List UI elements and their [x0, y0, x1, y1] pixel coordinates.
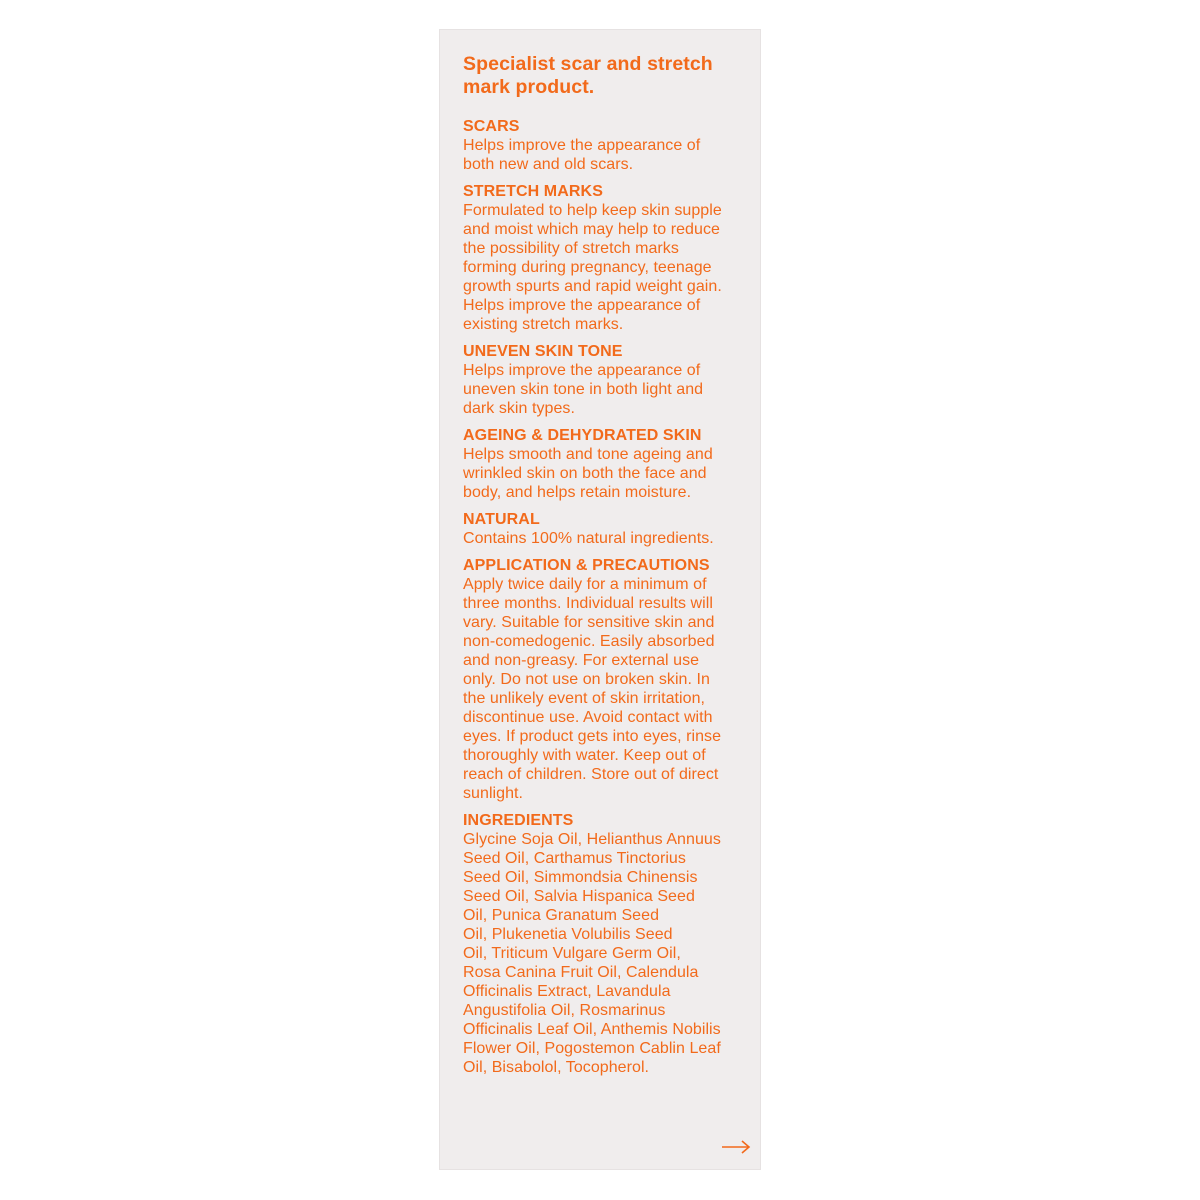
section-title: NATURAL [463, 511, 540, 528]
section-body: Formulated to help keep skin supple and moist which may help to reduce the possibility of stretch marks forming during pregnancy, teenage growth spurts and rapid weight gain. Helps improve the appearance of existing stretch marks. [463, 202, 722, 333]
section-body: Glycine Soja Oil, Helianthus Annuus Seed Oil, Carthamus Tinctorius Seed Oil, Simmondsia Chinensis Seed Oil, Salvia Hispanica Seed Oil, Punica Granatum Seed Oil, Plukenetia Volubilis Seed Oil, Triticum Vulgare Germ Oil, Rosa Canina Fruit Oil, Calendula Officinalis Extract, Lavandula Angustifolia Oil, Rosmarinus Officinalis Leaf Oil, Anthemis Nobilis Flower Oil, Pogostemon Cablin Leaf Oil, Bisabolol, Tocopherol. [463, 831, 721, 1076]
section-title: UNEVEN SKIN TONE [463, 343, 623, 360]
section-uneven-skin-tone [463, 342, 753, 418]
arrow-right-icon [721, 1140, 751, 1154]
section-scars [463, 117, 753, 174]
section-body: Helps smooth and tone ageing and wrinkled skin on both the face and body, and helps retain moisture. [463, 446, 713, 501]
section-body: Apply twice daily for a minimum of three months. Individual results will vary. Suitable for sensitive skin and non-comedogenic. Easily absorbed and non-greasy. For external use only. Do not use on broken skin. In the unlikely event of skin irritation, discontinue use. Avoid contact with eyes. If product gets into eyes, rinse thoroughly with water. Keep out of reach of children. Store out of direct sunlight. [463, 576, 722, 802]
section-stretch-marks [463, 182, 753, 334]
section-application-precautions [463, 556, 753, 803]
section-ingredients [463, 811, 753, 1077]
section-body: Helps improve the appearance of uneven skin tone in both light and dark skin types. [463, 362, 704, 417]
section-title: INGREDIENTS [463, 812, 574, 829]
panel-content [463, 53, 753, 1085]
section-title: APPLICATION & PRECAUTIONS [463, 557, 710, 574]
section-title: AGEING & DEHYDRATED SKIN [463, 427, 702, 444]
section-natural [463, 510, 753, 548]
section-body: Helps improve the appearance of both new and old scars. [463, 137, 701, 173]
product-box-side-panel [439, 29, 761, 1170]
section-title: STRETCH MARKS [463, 183, 603, 200]
section-body: Contains 100% natural ingredients. [463, 530, 714, 547]
headline: Specialist scar and stretch mark product. [463, 53, 713, 98]
section-title: SCARS [463, 118, 520, 135]
section-ageing-dehydrated-skin [463, 426, 753, 502]
